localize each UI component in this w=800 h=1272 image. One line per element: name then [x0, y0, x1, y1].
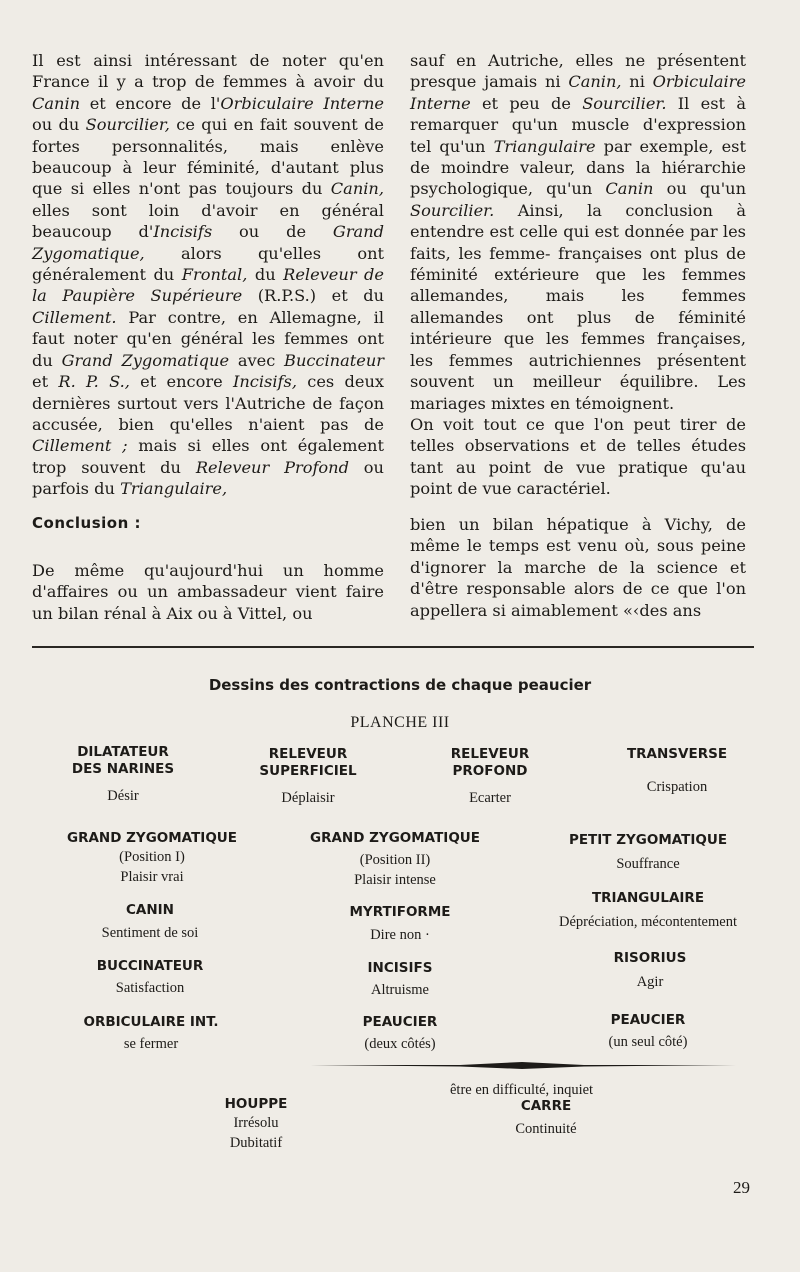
muscle-entry — [290, 830, 500, 890]
text-span: (R.P.S.) et du — [242, 286, 384, 306]
muscle-meaning: Dépréciation, mécontentement — [559, 914, 737, 930]
section-divider — [32, 646, 754, 648]
muscle-name: ORBICULAIRE INT. — [83, 1014, 219, 1030]
text-span: Il est ainsi intéressant de noter qu'en France il y a trop de femmes à avoir du — [32, 51, 384, 92]
text-span: sauf en Autriche, elles ne présentent presque jamais ni — [410, 51, 746, 92]
text-span: ou parfois du — [32, 457, 384, 499]
text-span: ou qu'un — [653, 179, 746, 199]
text-span: Il est à remarquer qu'un muscle d'expression tel qu'un — [410, 93, 746, 156]
body-column-right-top — [410, 50, 746, 500]
muscle-meaning: (un seul côté) — [608, 1034, 688, 1050]
muscle-entry — [528, 890, 768, 932]
text-span: alors qu'elles ont généralement du — [32, 243, 384, 285]
muscle-name: RELEVEUR SUPERFICIEL — [259, 746, 357, 779]
muscle-name: BUCCINATEUR — [96, 958, 204, 974]
body-column-right-bottom — [410, 514, 746, 621]
muscle-entry — [176, 1096, 336, 1153]
paragraph: On voit tout ce que l'on peut tirer de telles observations et de telles études tant au point de vue pratique qu'au point de vue caractériel. — [410, 414, 746, 499]
muscle-name: PETIT ZYGOMATIQUE — [568, 832, 728, 848]
muscle-entry — [228, 746, 388, 808]
muscle-meaning: Souffrance — [616, 856, 680, 872]
muscle-term: Sourcilier. — [410, 200, 495, 220]
muscle-meaning: Plaisir intense — [354, 872, 436, 888]
text-span: et peu de — [470, 93, 583, 113]
muscle-name: INCISIFS — [367, 960, 433, 976]
muscle-meaning: Continuité — [515, 1121, 577, 1137]
body-column-left-top — [32, 50, 384, 500]
muscle-term: Canin — [32, 93, 81, 113]
muscle-term: Releveur de la Paupière Supérieure — [32, 265, 384, 306]
muscle-meaning: Sentiment de soi — [101, 925, 199, 941]
muscle-entry — [548, 832, 748, 874]
text-span: ces deux dernières surtout vers l'Autriche de façon accusée, bien qu'elles n'aient pas de — [32, 372, 385, 434]
muscle-term: Buccinateur — [284, 350, 385, 370]
text-span: ce qui en fait souvent de fortes personnalités, mais enlève beaucoup à leur féminité, d'autant plus que si elles n'ont pas toujours du — [32, 115, 385, 199]
muscle-term: Sourcilier, — [85, 115, 170, 135]
muscle-entry — [70, 902, 230, 943]
plate-title: Dessins des contractions de chaque peaucier — [208, 676, 592, 694]
muscle-name: PEAUCIER — [362, 1014, 438, 1030]
muscle-entry — [568, 1012, 728, 1052]
muscle-name: HOUPPE — [224, 1096, 288, 1112]
muscle-meaning: Agir — [636, 974, 664, 990]
muscle-entry — [70, 958, 230, 998]
text-span: elles sont loin d'avoir en général beaucoup d' — [32, 200, 384, 242]
text-span: et — [32, 372, 59, 392]
muscle-term: Orbiculaire Interne — [220, 93, 385, 113]
muscle-name: PEAUCIER — [610, 1012, 686, 1028]
muscle-term: Releveur Profond — [195, 457, 349, 477]
muscle-position: (Position II) — [359, 852, 431, 868]
muscle-term: Cillement ; — [32, 436, 128, 456]
muscle-term: Incisifs — [153, 222, 213, 242]
text-span: ni — [621, 72, 653, 92]
muscle-name: TRANSVERSE — [626, 746, 728, 762]
paragraph: De même qu'aujourd'hui un homme d'affaires ou un ambassadeur vient faire un bilan rénal à Aix ou à Vittel, ou — [32, 561, 384, 623]
text-span: avec — [229, 350, 285, 370]
muscle-term: Canin, — [568, 72, 622, 92]
muscle-meaning: Satisfaction — [115, 980, 185, 996]
muscle-name: TRIANGULAIRE — [591, 890, 705, 906]
muscle-name: CANIN — [126, 902, 174, 918]
muscle-entry — [570, 950, 730, 992]
muscle-meaning: Crispation — [646, 779, 708, 795]
text-span: ou de — [212, 222, 333, 242]
paragraph: bien un bilan hépatique à Vichy, de même le temps est venu où, sous peine d'ignorer la marche de la science et d'être responsable alors de ce que l'on appellera si aimablement «‹des ans — [410, 515, 746, 620]
body-column-left-bottom — [32, 560, 384, 624]
muscle-position: (Position I) — [119, 849, 185, 865]
section-heading: Conclusion : — [32, 514, 141, 532]
muscle-name: RELEVEUR PROFOND — [450, 746, 530, 779]
muscle-entry — [320, 904, 480, 945]
muscle-name: GRAND ZYGOMATIQUE — [310, 830, 480, 846]
muscle-term: Canin — [605, 179, 654, 199]
page-number: 29 — [733, 1178, 750, 1197]
muscle-meaning: Dire non · — [370, 927, 430, 943]
text-span: et encore de l' — [80, 93, 221, 113]
muscle-name: GRAND ZYGOMATIQUE — [67, 830, 237, 846]
muscle-meaning: Irrésolu Dubitatif — [229, 1115, 283, 1151]
muscle-meaning: Désir — [107, 788, 139, 804]
muscle-term: Incisifs, — [232, 372, 297, 392]
text-span: du — [247, 265, 284, 285]
muscle-entry — [466, 1098, 626, 1139]
muscle-entry — [52, 830, 252, 887]
muscle-entry — [38, 744, 208, 806]
text-span: Par contre, en Allemagne, il faut noter qu'en général les femmes ont du — [32, 307, 384, 370]
muscle-term: Triangulaire — [493, 136, 596, 156]
muscle-meaning: Plaisir vrai — [120, 869, 184, 885]
plate-divider — [310, 1058, 736, 1070]
muscle-term: Grand Zygomatique — [61, 350, 230, 370]
muscle-meaning: Déplaisir — [281, 790, 335, 806]
muscle-name: DILATATEUR DES NARINES — [71, 744, 175, 777]
muscle-term: Frontal, — [181, 265, 248, 285]
plate-footer-note: être en difficulté, inquiet — [450, 1082, 594, 1098]
muscle-meaning: se fermer — [123, 1036, 179, 1052]
muscle-meaning: Altruisme — [371, 982, 429, 998]
plate-subtitle: PLANCHE III — [350, 714, 450, 731]
muscle-term: Cillement. — [32, 307, 117, 327]
text-span: mais si elles ont également trop souvent du — [32, 436, 384, 477]
text-span: par exemple, est de moindre valeur, dans la hiérarchie psychologique, qu'un — [410, 136, 746, 199]
muscle-name: CARRE — [520, 1098, 572, 1114]
muscle-entry — [592, 746, 762, 797]
muscle-entry — [320, 1014, 480, 1054]
muscle-term: Orbiculaire Interne — [410, 72, 746, 113]
muscle-term: Sourcilier. — [582, 93, 667, 113]
muscle-entry — [410, 746, 570, 808]
muscle-entry — [320, 960, 480, 1000]
text-span: Ainsi, la conclusion à entendre est celle qui est donnée par les faits, les femme- françaises ont plus de féminité extérieure que les femmes allemandes, mais les femmes allemandes ont plus de féminité intérieure que les femmes françaises, les femmes autrichiennes présentent souvent un meilleur équilibre. Les mariages mixtes en témoignent. — [410, 200, 746, 413]
muscle-meaning: Ecarter — [469, 790, 511, 806]
muscle-name: MYRTIFORME — [349, 904, 451, 920]
muscle-name: RISORIUS — [613, 950, 687, 966]
text-span: ou du — [32, 115, 86, 135]
text-span: et encore — [129, 372, 233, 392]
muscle-entry — [56, 1014, 246, 1054]
muscle-term: R. P. S., — [58, 372, 130, 392]
muscle-meaning: (deux côtés) — [364, 1036, 436, 1052]
muscle-term: Triangulaire, — [120, 479, 228, 499]
muscle-term: Canin, — [330, 179, 384, 199]
muscle-term: Grand Zygomatique, — [32, 222, 384, 263]
